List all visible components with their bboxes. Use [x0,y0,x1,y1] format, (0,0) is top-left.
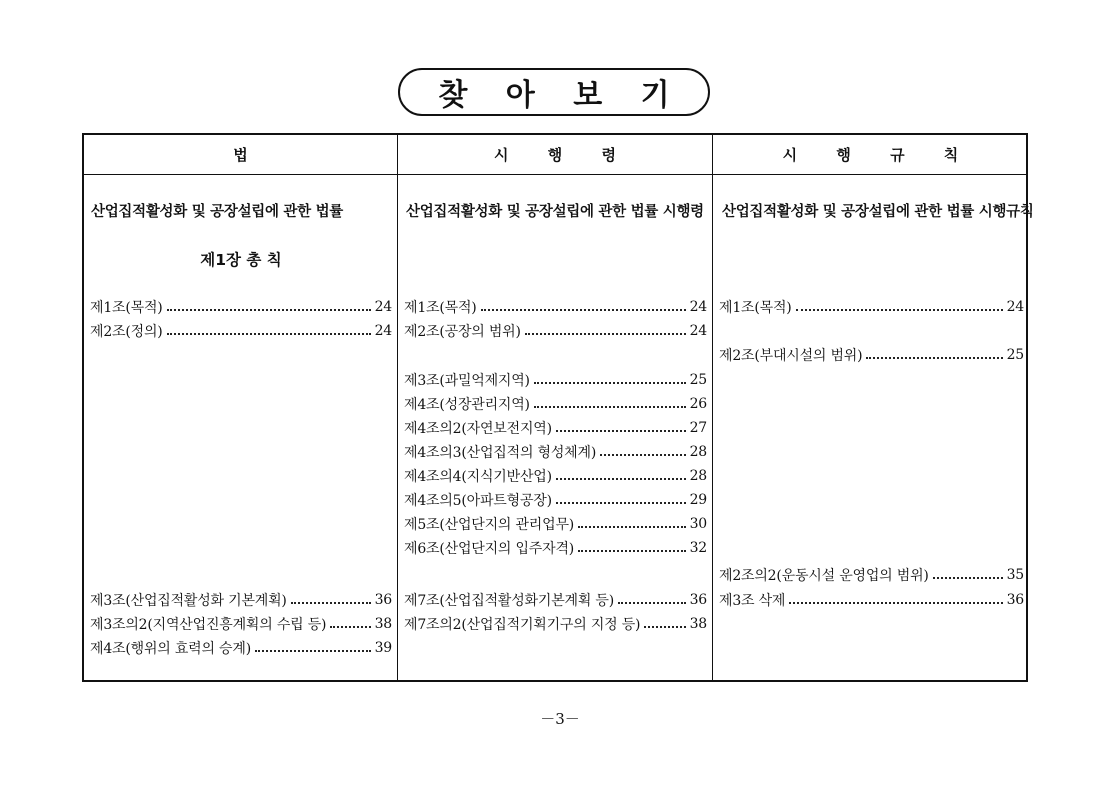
leader-dots [618,602,686,604]
leader-dots [556,430,686,432]
index-entry[interactable] [719,297,1024,317]
entry-label: 제4조의5(아파트형공장) [404,493,552,509]
index-entry[interactable] [90,614,392,634]
index-entry[interactable] [404,418,707,438]
leader-dots [789,602,1002,604]
entry-page: 24 [689,323,707,339]
leader-dots [866,357,1002,359]
entry-page: 38 [374,616,392,632]
entry-page: 39 [374,640,392,656]
entry-label: 제4조의3(산업집적의 형성체계) [404,445,597,461]
entry-page: 28 [689,444,707,460]
index-entry[interactable] [719,345,1024,365]
entry-page: 24 [1006,299,1024,315]
entry-page: 36 [689,592,707,608]
index-entry[interactable] [404,394,707,414]
leader-dots [167,333,371,335]
leader-dots [291,602,371,604]
leader-dots [167,309,371,311]
entry-page: 25 [1006,347,1024,363]
chapter-heading: 제1장 총 칙 [200,251,282,269]
entry-page: 26 [689,396,707,412]
leader-dots [578,550,686,552]
entry-label: 제3조(산업집적활성화 기본계획) [90,593,287,609]
column-header-law: 법 [233,146,248,164]
page-number: －3－ [540,710,580,728]
entry-page: 25 [689,372,707,388]
entry-page: 38 [689,616,707,632]
index-entry[interactable] [719,565,1024,585]
index-entry[interactable] [404,442,707,462]
leader-dots [578,526,686,528]
entry-page: 36 [374,592,392,608]
entry-label: 제7조의2(산업집적기획기구의 지정 등) [404,617,641,633]
leader-dots [255,650,371,652]
entry-page: 24 [689,299,707,315]
entry-label: 제7조(산업집적활성화기본계획 등) [404,593,615,609]
leader-dots [481,309,686,311]
title-box [398,68,710,116]
index-entry[interactable] [404,466,707,486]
entry-page: 29 [689,492,707,508]
entry-label: 제1조(목적) [719,300,792,316]
leader-dots [600,454,686,456]
rule-title: 산업집적활성화 및 공장설립에 관한 법률 시행규칙 [722,203,1034,220]
decree-title: 산업집적활성화 및 공장설립에 관한 법률 시행령 [406,203,704,220]
index-entry[interactable] [404,490,707,510]
leader-dots [330,626,370,628]
header-divider [84,174,1026,175]
leader-dots [525,333,686,335]
index-entry[interactable] [90,638,392,658]
entry-page: 27 [689,420,707,436]
entry-label: 제4조의2(자연보전지역) [404,421,552,437]
column-header-decree: 시 행 령 [494,146,616,164]
entry-label: 제2조(정의) [90,324,163,340]
index-entry[interactable] [404,590,707,610]
leader-dots [556,502,686,504]
entry-page: 35 [1006,567,1024,583]
index-entry[interactable] [719,590,1024,610]
leader-dots [796,309,1003,311]
entry-label: 제2조의2(운동시설 운영업의 범위) [719,568,929,584]
column-header-rule: 시 행 규 칙 [782,146,959,164]
entry-page: 30 [689,516,707,532]
leader-dots [556,478,686,480]
entry-label: 제2조(공장의 범위) [404,324,521,340]
column-divider [712,135,713,680]
entry-label: 제4조(성장관리지역) [404,397,530,413]
index-table [82,133,1034,682]
leader-dots [534,382,686,384]
entry-label: 제1조(목적) [404,300,477,316]
entry-label: 제3조의2(지역산업진흥계획의 수립 등) [90,617,327,633]
entry-label: 제6조(산업단지의 입주자격) [404,541,575,557]
index-entry[interactable] [90,590,392,610]
index-entry[interactable] [90,321,392,341]
page-title: 찾 아 보 기 [438,78,684,113]
index-entry[interactable] [404,297,707,317]
entry-label: 제3조(과밀억제지역) [404,373,530,389]
entry-page: 32 [689,540,707,556]
index-entry[interactable] [404,614,707,634]
entry-label: 제4조(행위의 효력의 승계) [90,641,251,657]
leader-dots [644,626,685,628]
index-entry[interactable] [404,321,707,341]
entry-page: 24 [374,299,392,315]
column-divider [397,135,398,680]
leader-dots [534,406,686,408]
entry-label: 제2조(부대시설의 범위) [719,348,863,364]
entry-label: 제3조 삭제 [719,593,786,609]
index-entry[interactable] [90,297,392,317]
index-entry[interactable] [404,370,707,390]
entry-label: 제1조(목적) [90,300,163,316]
entry-page: 28 [689,468,707,484]
entry-label: 제4조의4(지식기반산업) [404,469,552,485]
index-entry[interactable] [404,538,707,558]
law-title: 산업집적활성화 및 공장설립에 관한 법률 [91,203,344,220]
entry-page: 36 [1006,592,1024,608]
leader-dots [933,577,1003,579]
index-entry[interactable] [404,514,707,534]
entry-label: 제5조(산업단지의 관리업무) [404,517,575,533]
entry-page: 24 [374,323,392,339]
